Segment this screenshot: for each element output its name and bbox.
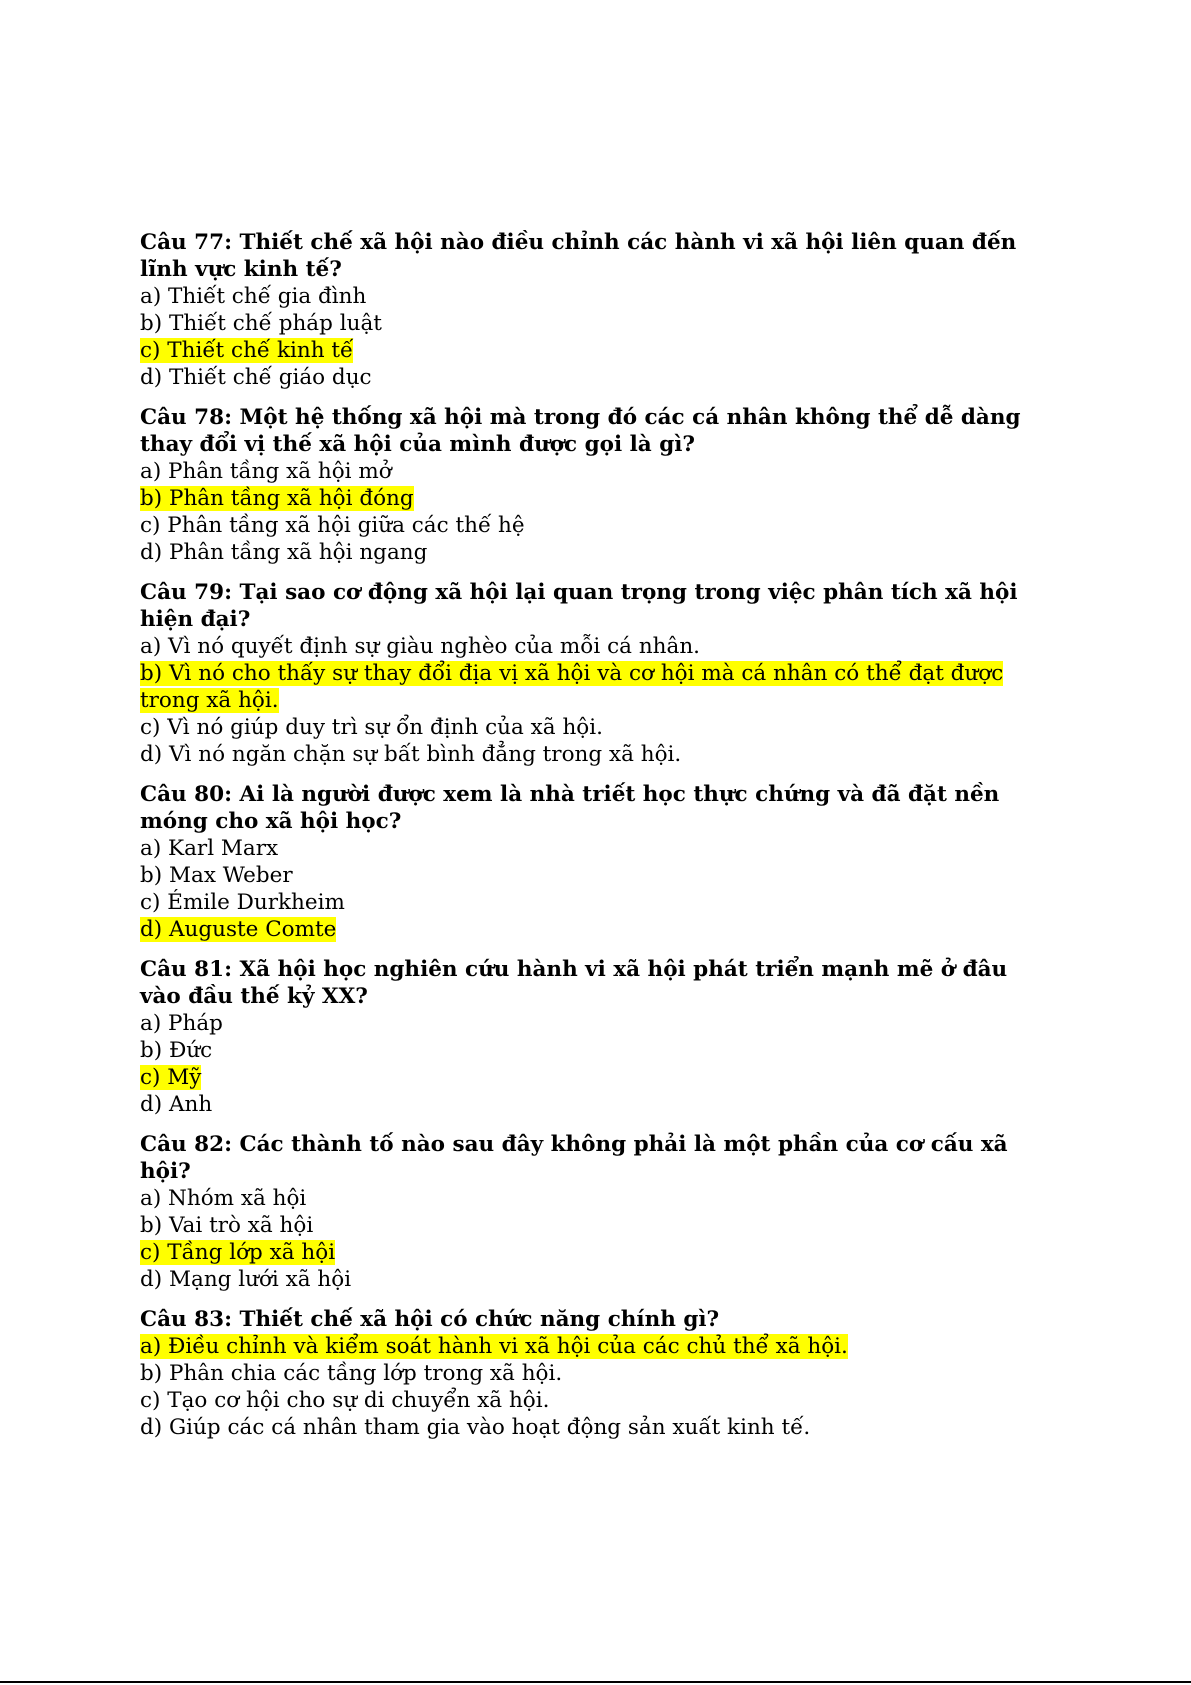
option-b: b) Phân chia các tầng lớp trong xã hội.: [140, 1361, 563, 1386]
option-b: b) Max Weber: [140, 863, 293, 888]
question-title: Câu 78: Một hệ thống xã hội mà trong đó các cá nhân không thể dễ dàng thay đổi vị thế xã hội của mình được gọi là gì?: [140, 405, 1021, 457]
option-a: a) Nhóm xã hội: [140, 1186, 307, 1211]
option-a: a) Thiết chế gia đình: [140, 284, 367, 309]
question-title: Câu 82: Các thành tố nào sau đây không phải là một phần của cơ cấu xã hội?: [140, 1132, 1008, 1184]
highlighted-answer: b) Phân tầng xã hội đóng: [140, 486, 414, 511]
question-title: Câu 83: Thiết chế xã hội có chức năng chính gì?: [140, 1307, 720, 1332]
question-80: [140, 781, 1040, 943]
option-d-answer: [140, 916, 1040, 943]
option-a-answer: [140, 1333, 1040, 1360]
question-82: [140, 1131, 1040, 1293]
highlighted-answer: c) Thiết chế kinh tế: [140, 338, 354, 363]
option-c-answer: [140, 1239, 1040, 1266]
question-78: [140, 404, 1040, 566]
page-bottom-border: [0, 1681, 1191, 1683]
option-c-answer: [140, 1064, 1040, 1091]
option-a: a) Phân tầng xã hội mở: [140, 459, 392, 484]
option-b: b) Thiết chế pháp luật: [140, 311, 382, 336]
highlighted-answer: b) Vì nó cho thấy sự thay đổi địa vị xã hội và cơ hội mà cá nhân có thể đạt được trong xã hội.: [140, 661, 1004, 713]
option-b-answer: [140, 485, 1040, 512]
document-page: [140, 229, 1040, 1454]
option-a: a) Pháp: [140, 1011, 223, 1036]
option-d: d) Thiết chế giáo dục: [140, 365, 372, 390]
option-c: c) Émile Durkheim: [140, 890, 345, 915]
question-81: [140, 956, 1040, 1118]
highlighted-answer: a) Điều chỉnh và kiểm soát hành vi xã hội của các chủ thể xã hội.: [140, 1334, 848, 1359]
question-83: [140, 1306, 1040, 1441]
option-d: d) Anh: [140, 1092, 213, 1117]
question-79: [140, 579, 1040, 768]
option-c-answer: [140, 337, 1040, 364]
highlighted-answer: d) Auguste Comte: [140, 917, 337, 942]
question-title: Câu 79: Tại sao cơ động xã hội lại quan trọng trong việc phân tích xã hội hiện đại?: [140, 580, 1018, 632]
option-a: a) Vì nó quyết định sự giàu nghèo của mỗi cá nhân.: [140, 634, 701, 659]
option-b-answer: [140, 660, 1040, 714]
question-77: [140, 229, 1040, 391]
option-d: d) Giúp các cá nhân tham gia vào hoạt động sản xuất kinh tế.: [140, 1415, 811, 1440]
question-title: Câu 80: Ai là người được xem là nhà triết học thực chứng và đã đặt nền móng cho xã hội học?: [140, 782, 1000, 834]
question-title: Câu 77: Thiết chế xã hội nào điều chỉnh các hành vi xã hội liên quan đến lĩnh vực kinh tế?: [140, 230, 1017, 282]
option-c: c) Tạo cơ hội cho sự di chuyển xã hội.: [140, 1388, 550, 1413]
option-c: c) Phân tầng xã hội giữa các thế hệ: [140, 513, 525, 538]
option-d: d) Phân tầng xã hội ngang: [140, 540, 428, 565]
option-b: b) Vai trò xã hội: [140, 1213, 314, 1238]
option-c: c) Vì nó giúp duy trì sự ổn định của xã hội.: [140, 715, 603, 740]
question-title: Câu 81: Xã hội học nghiên cứu hành vi xã hội phát triển mạnh mẽ ở đâu vào đầu thế kỷ XX?: [140, 957, 1008, 1009]
highlighted-answer: c) Mỹ: [140, 1065, 202, 1090]
option-a: a) Karl Marx: [140, 836, 279, 861]
option-b: b) Đức: [140, 1038, 213, 1063]
option-d: d) Mạng lưới xã hội: [140, 1267, 352, 1292]
option-d: d) Vì nó ngăn chặn sự bất bình đẳng trong xã hội.: [140, 742, 682, 767]
highlighted-answer: c) Tầng lớp xã hội: [140, 1240, 336, 1265]
